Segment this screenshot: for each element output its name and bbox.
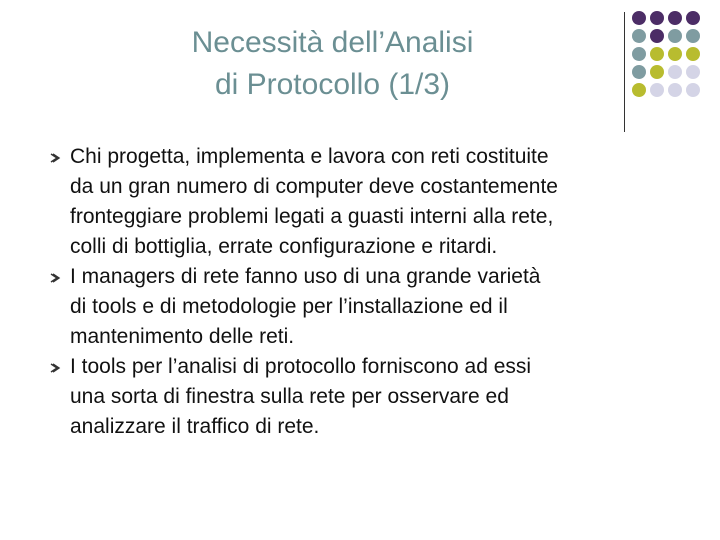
decorative-dot <box>632 47 646 61</box>
title-divider-line <box>624 12 625 132</box>
decorative-dot <box>686 29 700 43</box>
decorative-dot <box>650 47 664 61</box>
bullet-1-line-3: fronteggiare problemi legati a guasti interni alla rete, <box>70 205 554 228</box>
arrow-bullet-icon <box>49 362 62 374</box>
decorative-dot <box>632 11 646 25</box>
bullet-item-1 <box>70 142 700 262</box>
bullet-1-line-2: da un gran numero di computer deve costantemente <box>70 175 558 198</box>
decorative-dot <box>686 11 700 25</box>
decorative-dot <box>686 47 700 61</box>
decorative-dot <box>668 47 682 61</box>
decorative-dot <box>650 65 664 79</box>
bullet-3-line-2: una sorta di finestra sulla rete per osservare ed <box>70 385 509 408</box>
decorative-dot <box>650 11 664 25</box>
bullet-2-line-2: di tools e di metodologie per l’installazione ed il <box>70 295 508 318</box>
bullet-item-2 <box>70 262 700 352</box>
bullet-2-line-3: mantenimento delle reti. <box>70 325 295 348</box>
decorative-dot <box>650 29 664 43</box>
decorative-dot <box>632 65 646 79</box>
bullet-3-line-1: I tools per l’analisi di protocollo forniscono ad essi <box>70 355 532 378</box>
decorative-dot <box>632 83 646 97</box>
bullet-3-line-3: analizzare il traffico di rete. <box>70 415 320 438</box>
decorative-dot <box>632 29 646 43</box>
decorative-dot <box>668 83 682 97</box>
bullet-1-line-4: colli di bottiglia, errate configurazione e ritardi. <box>70 235 498 258</box>
bullet-item-3 <box>70 352 700 442</box>
slide-title-line-1: Necessità dell’Analisi <box>191 26 474 59</box>
decorative-dot <box>650 83 664 97</box>
arrow-bullet-icon <box>49 152 62 164</box>
slide-title <box>120 22 545 106</box>
decorative-dot <box>668 11 682 25</box>
decorative-dot <box>668 29 682 43</box>
bullet-list <box>70 142 700 442</box>
arrow-bullet-icon <box>49 272 62 284</box>
decorative-dot <box>686 83 700 97</box>
bullet-2-line-1: I managers di rete fanno uso di una grande varietà <box>70 265 541 288</box>
decorative-dot <box>686 65 700 79</box>
decorative-dot <box>668 65 682 79</box>
bullet-1-line-1: Chi progetta, implementa e lavora con reti costituite <box>70 145 549 168</box>
slide-title-line-2: di Protocollo (1/3) <box>214 68 451 101</box>
